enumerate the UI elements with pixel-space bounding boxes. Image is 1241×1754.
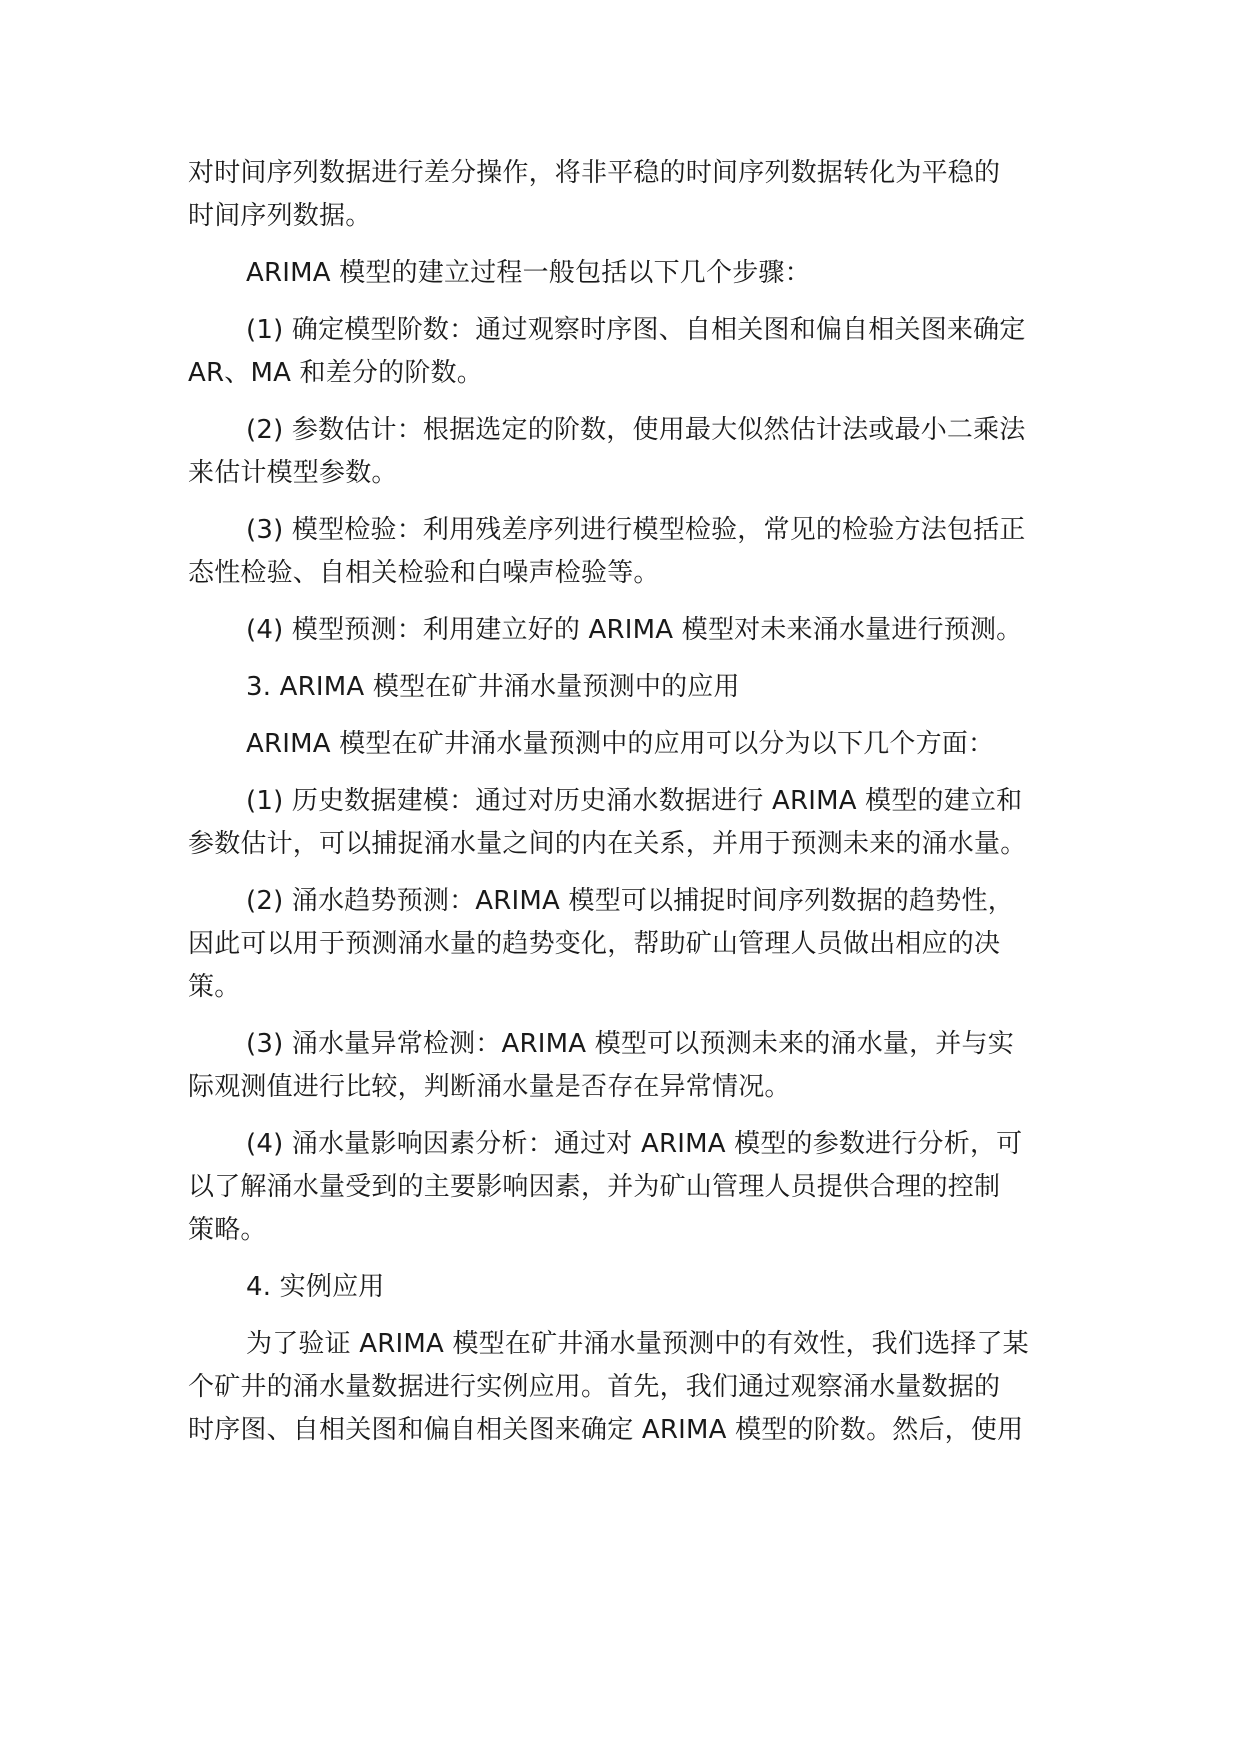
text-line: 因此可以用于预测涌水量的趋势变化，帮助矿山管理人员做出相应的决	[188, 929, 1001, 959]
paragraph-example: 为了验证 ARIMA 模型在矿井涌水量预测中的有效性，我们选择了某	[246, 1329, 1029, 1359]
text-line: 参数估计，可以捕捉涌水量之间的内在关系，并用于预测未来的涌水量。	[188, 829, 1027, 859]
text-line: 对时间序列数据进行差分操作，将非平稳的时间序列数据转化为平稳的	[188, 158, 1001, 188]
paragraph-intro: ARIMA 模型的建立过程一般包括以下几个步骤：	[246, 258, 811, 288]
text-line: 策。	[188, 972, 241, 1002]
text-line: AR、MA 和差分的阶数。	[188, 358, 483, 388]
text-line: 来估计模型参数。	[188, 458, 398, 488]
text-line: 际观测值进行比较，判断涌水量是否存在异常情况。	[188, 1072, 791, 1102]
application-3-line: (3) 涌水量异常检测：ARIMA 模型可以预测未来的涌水量，并与实	[246, 1029, 1014, 1059]
step-4-line: (4) 模型预测：利用建立好的 ARIMA 模型对未来涌水量进行预测。	[246, 615, 1023, 645]
text-line: 策略。	[188, 1215, 267, 1245]
text-line: 时序图、自相关图和偏自相关图来确定 ARIMA 模型的阶数。然后，使用	[188, 1415, 1024, 1445]
step-2-line: (2) 参数估计：根据选定的阶数，使用最大似然估计法或最小二乘法	[246, 415, 1026, 445]
application-2-line: (2) 涌水趋势预测：ARIMA 模型可以捕捉时间序列数据的趋势性，	[246, 886, 1014, 916]
application-4-line: (4) 涌水量影响因素分析：通过对 ARIMA 模型的参数进行分析，可	[246, 1129, 1023, 1159]
text-line: 态性检验、自相关检验和白噪声检验等。	[188, 558, 660, 588]
paragraph-application: ARIMA 模型在矿井涌水量预测中的应用可以分为以下几个方面：	[246, 729, 995, 759]
text-line: 时间序列数据。	[188, 201, 372, 231]
text-line: 以了解涌水量受到的主要影响因素，并为矿山管理人员提供合理的控制	[188, 1172, 1001, 1202]
text-line: 个矿井的涌水量数据进行实例应用。首先，我们通过观察涌水量数据的	[188, 1372, 1001, 1402]
step-3-line: (3) 模型检验：利用残差序列进行模型检验，常见的检验方法包括正	[246, 515, 1026, 545]
application-1-line: (1) 历史数据建模：通过对历史涌水数据进行 ARIMA 模型的建立和	[246, 786, 1023, 816]
step-1-line: (1) 确定模型阶数：通过观察时序图、自相关图和偏自相关图来确定	[246, 315, 1026, 345]
section-heading-4: 4. 实例应用	[246, 1272, 385, 1302]
section-heading-3: 3. ARIMA 模型在矿井涌水量预测中的应用	[246, 672, 740, 702]
